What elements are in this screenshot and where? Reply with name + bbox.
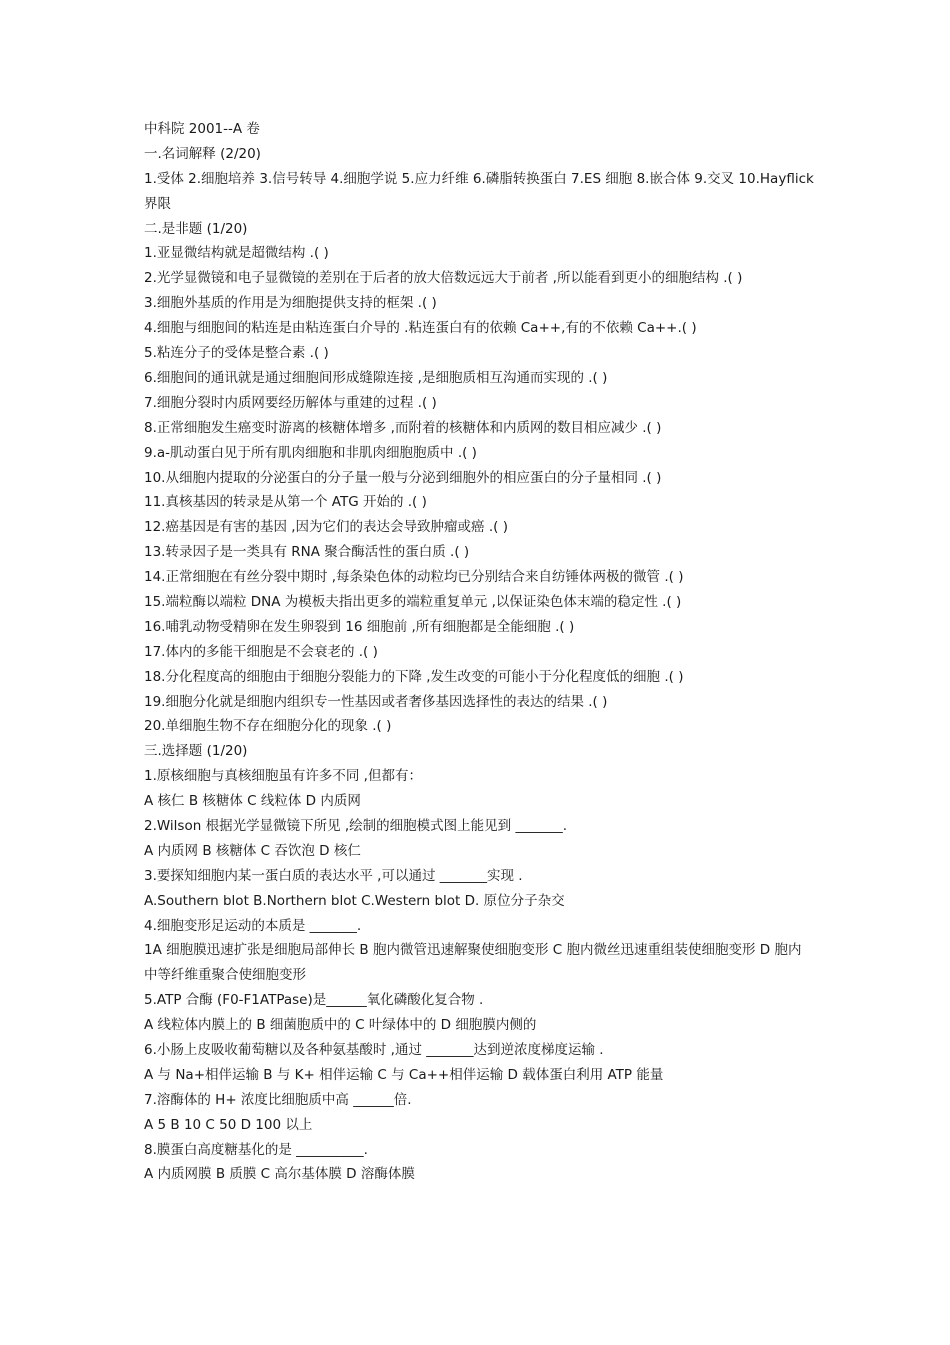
true-false-item: 6.细胞间的通讯就是通过细胞间形成缝隙连接 ,是细胞质相互沟通而实现的 .( ) bbox=[144, 369, 608, 386]
section-heading-multiple-choice: 三.选择题 (1/20) bbox=[144, 743, 248, 760]
true-false-item: 16.哺乳动物受精卵在发生卵裂到 16 细胞前 ,所有细胞都是全能细胞 .( ) bbox=[144, 618, 575, 635]
choice-options: A 内质网 B 核糖体 C 吞饮泡 D 核仁 bbox=[144, 842, 361, 859]
true-false-item: 2.光学显微镜和电子显微镜的差别在于后者的放大倍数远远大于前者 ,所以能看到更小的细胞结构 .( ) bbox=[144, 270, 743, 287]
choice-question: 1.原核细胞与真核细胞虽有许多不同 ,但都有： bbox=[144, 768, 422, 785]
exam-title: 中科院 2001--A 卷 bbox=[144, 121, 260, 137]
choice-question: 2.Wilson 根据光学显微镜下所见 ,绘制的细胞模式图上能见到 _______. bbox=[144, 817, 567, 834]
true-false-item: 10.从细胞内提取的分泌蛋白的分子量一般与分泌到细胞外的相应蛋白的分子量相同 .( ) bbox=[144, 469, 662, 486]
true-false-item: 8.正常细胞发生癌变时游离的核糖体增多 ,而附着的核糖体和内质网的数目相应减少 .( ) bbox=[144, 419, 662, 436]
true-false-item: 12.癌基因是有害的基因 ,因为它们的表达会导致肿瘤或癌 .( ) bbox=[144, 519, 508, 536]
true-false-item: 15.端粒酶以端粒 DNA 为模板夫指出更多的端粒重复单元 ,以保证染色体末端的稳定性 .( ) bbox=[144, 593, 682, 610]
choice-question: 7.溶酶体的 H+ 浓度比细胞质中高 ______倍. bbox=[144, 1091, 412, 1108]
true-false-item: 13.转录因子是一类具有 RNA 聚合酶活性的蛋白质 .( ) bbox=[144, 544, 470, 561]
choice-options: A 内质网膜 B 质膜 C 高尔基体膜 D 溶酶体膜 bbox=[144, 1166, 415, 1183]
choice-question: 5.ATP 合酶 (F0-F1ATPase)是______氧化磷酸化复合物 . bbox=[144, 992, 484, 1009]
document-page bbox=[144, 117, 814, 1187]
choice-options: A 5 B 10 C 50 D 100 以上 bbox=[144, 1116, 313, 1133]
section-heading-true-false: 二.是非题 (1/20) bbox=[144, 220, 248, 237]
section-heading-definitions: 一.名词解释 (2/20) bbox=[144, 145, 261, 162]
true-false-item: 5.粘连分子的受体是整合素 .( ) bbox=[144, 345, 329, 362]
choice-question: 4.细胞变形足运动的本质是 _______. bbox=[144, 917, 362, 934]
choice-options: 1A 细胞膜迅速扩张是细胞局部伸长 B 胞内微管迅速解聚使细胞变形 C 胞内微丝迅速重组装使细胞变形 D 胞内中等纤维重聚合使细胞变形 bbox=[144, 942, 802, 984]
choice-options: A 核仁 B 核糖体 C 线粒体 D 内质网 bbox=[144, 793, 361, 810]
true-false-item: 3.细胞外基质的作用是为细胞提供支持的框架 .( ) bbox=[144, 295, 437, 312]
choice-question: 6.小肠上皮吸收葡萄糖以及各种氨基酸时 ,通过 _______达到逆浓度梯度运输 . bbox=[144, 1042, 604, 1059]
choice-options: A 与 Na+相伴运输 B 与 K+ 相伴运输 C 与 Ca++相伴运输 D 载体蛋白利用 ATP 能量 bbox=[144, 1066, 664, 1083]
choice-options: A 线粒体内膜上的 B 细菌胞质中的 C 叶绿体中的 D 细胞膜内侧的 bbox=[144, 1017, 537, 1034]
true-false-item: 14.正常细胞在有丝分裂中期时 ,每条染色体的动粒均已分别结合来自纺锤体两极的微管 .( ) bbox=[144, 569, 684, 586]
true-false-item: 7.细胞分裂时内质网要经历解体与重建的过程 .( ) bbox=[144, 394, 437, 411]
true-false-item: 1.亚显微结构就是超微结构 .( ) bbox=[144, 245, 329, 262]
true-false-item: 19.细胞分化就是细胞内组织专一性基因或者奢侈基因选择性的表达的结果 .( ) bbox=[144, 693, 608, 710]
true-false-item: 18.分化程度高的细胞由于细胞分裂能力的下降 ,发生改变的可能小于分化程度低的细胞 .( ) bbox=[144, 668, 684, 685]
choice-question: 8.膜蛋白高度糖基化的是 __________. bbox=[144, 1141, 368, 1158]
true-false-item: 4.细胞与细胞间的粘连是由粘连蛋白介导的 .粘连蛋白有的依赖 Ca++,有的不依赖 Ca++.( ) bbox=[144, 320, 697, 337]
true-false-item: 17.体内的多能干细胞是不会衰老的 .( ) bbox=[144, 643, 378, 660]
true-false-item: 9.a-肌动蛋白见于所有肌肉细胞和非肌肉细胞胞质中 .( ) bbox=[144, 444, 477, 461]
true-false-item: 20.单细胞生物不存在细胞分化的现象 .( ) bbox=[144, 718, 392, 735]
choice-question: 3.要探知细胞内某一蛋白质的表达水平 ,可以通过 _______实现 . bbox=[144, 867, 523, 884]
true-false-item: 11.真核基因的转录是从第一个 ATG 开始的 .( ) bbox=[144, 494, 427, 511]
choice-options: A.Southern blot B.Northern blot C.Western blot D. 原位分子杂交 bbox=[144, 892, 565, 909]
definition-terms: 1.受体 2.细胞培养 3.信号转导 4.细胞学说 5.应力纤维 6.磷脂转换蛋白 7.ES 细胞 8.嵌合体 9.交叉 10.Hayflick 界限 bbox=[144, 170, 814, 212]
